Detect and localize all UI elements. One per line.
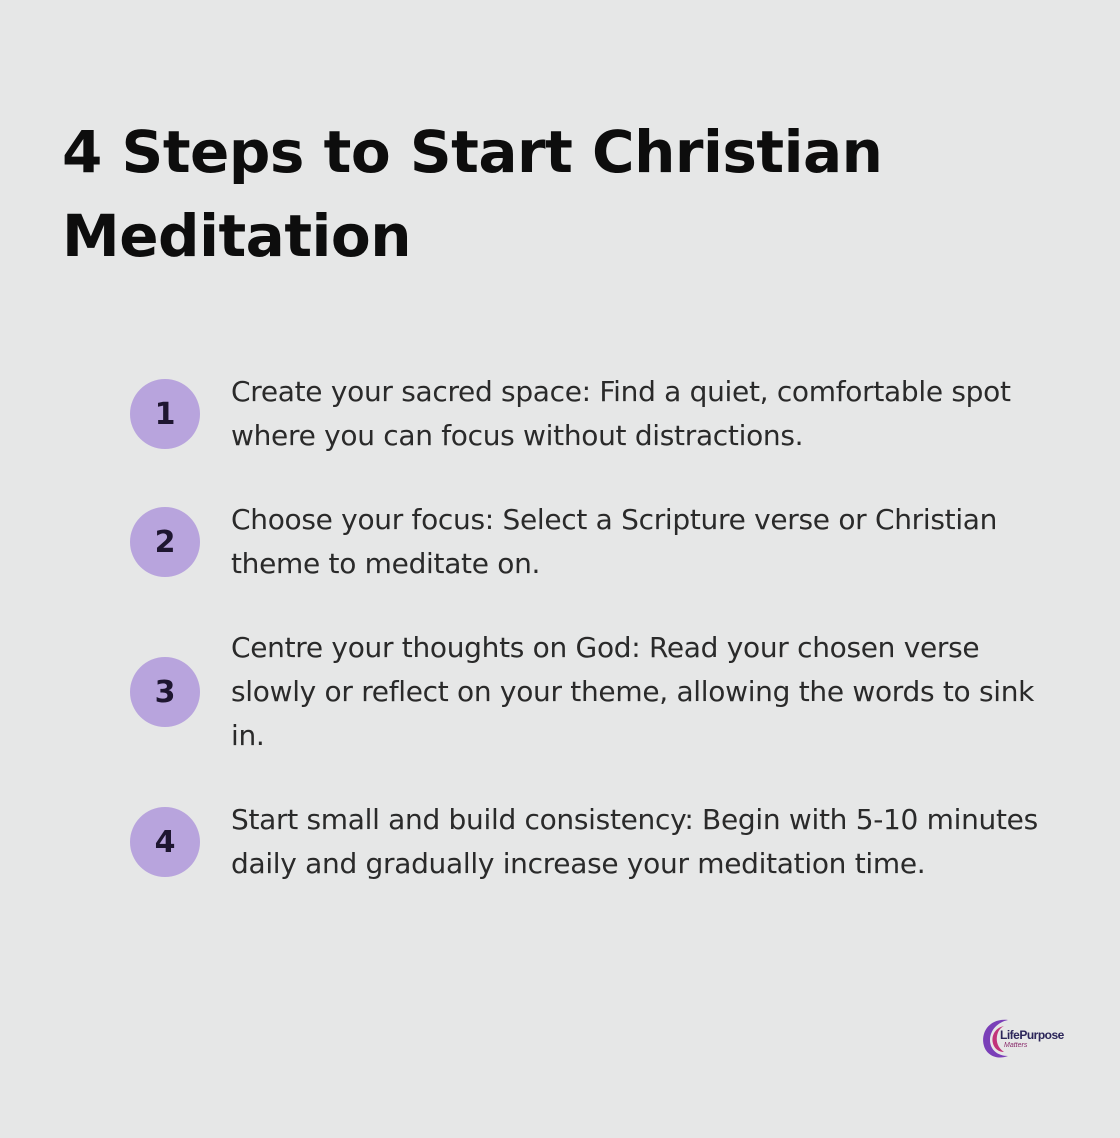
logo-subtitle: Matters: [1004, 1042, 1028, 1049]
step-item-2: [130, 498, 1051, 586]
step-number-badge: 3: [130, 657, 200, 727]
step-number-badge: 1: [130, 379, 200, 449]
logo-wordmark: LifePurpose: [1000, 1028, 1064, 1042]
step-item-3: [130, 626, 1051, 758]
step-number-badge: 4: [130, 807, 200, 877]
step-text: Create your sacred space: Find a quiet, comfortable spot where you can focus without distractions.: [231, 375, 1011, 452]
step-text: Choose your focus: Select a Scripture verse or Christian theme to meditate on.: [231, 503, 998, 580]
step-number-badge: 2: [130, 507, 200, 577]
step-item-1: [130, 370, 1051, 458]
step-text: Start small and build consistency: Begin with 5-10 minutes daily and gradually increase your meditation time.: [231, 803, 1038, 880]
brand-logo: [978, 1012, 1064, 1064]
step-text: Centre your thoughts on God: Read your chosen verse slowly or reflect on your theme, allowing the words to sink in.: [231, 631, 1035, 752]
step-item-4: [130, 798, 1051, 886]
page-title: 4 Steps to Start Christian Meditation: [62, 118, 883, 270]
